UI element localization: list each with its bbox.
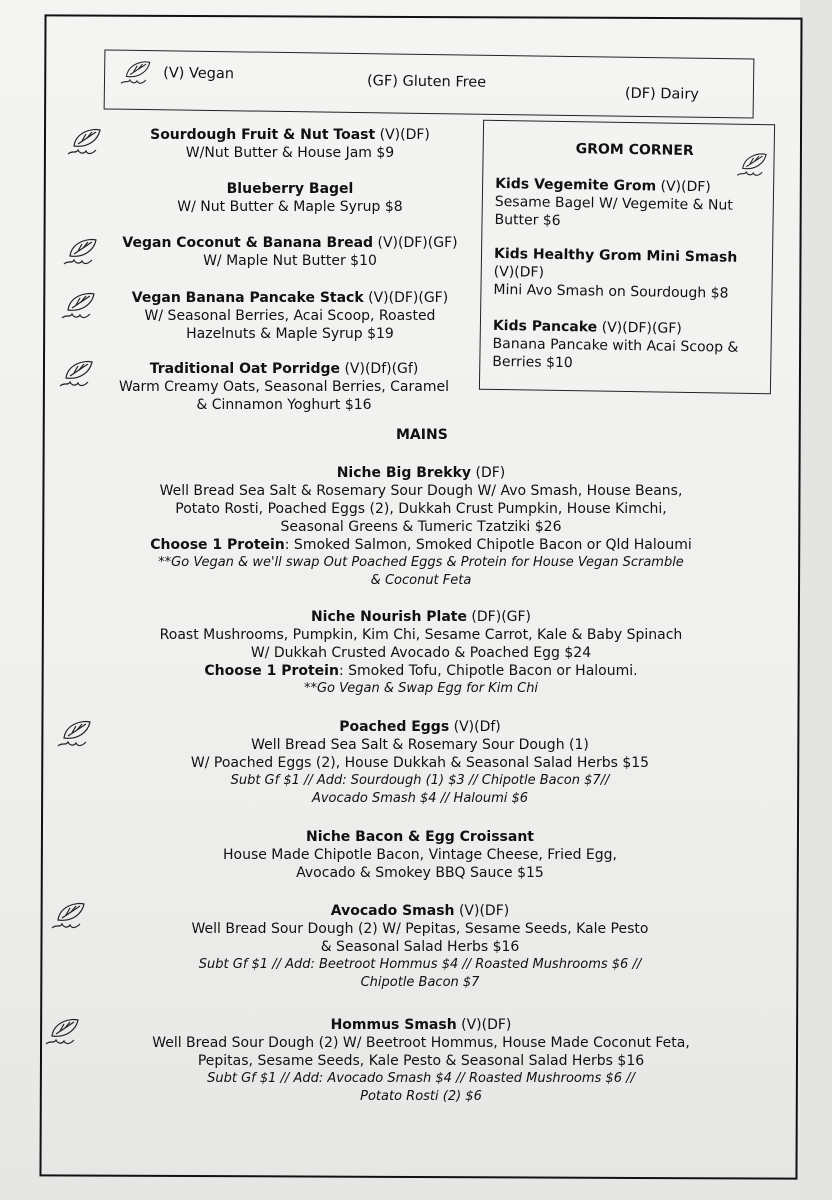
menu-item: [96, 464, 746, 590]
item-tags: (DF): [471, 465, 506, 481]
vegan-leaf-icon: [62, 234, 102, 270]
vegan-leaf-icon: [735, 149, 771, 182]
grom-corner-title: GROM CORNER: [575, 141, 694, 160]
item-note: & Coconut Feta: [370, 573, 472, 588]
item-desc: Pepitas, Sesame Seeds, Kale Pesto & Seasonal Salad Herbs $16: [197, 1053, 645, 1069]
vegan-leaf-icon: [56, 716, 96, 752]
vegan-leaf-icon: [50, 898, 90, 934]
item-tags: (V)(DF): [456, 1017, 512, 1033]
item-name: Niche Bacon & Egg Croissant: [306, 829, 534, 845]
vegan-leaf-icon: [60, 288, 100, 324]
item-name: Kids Pancake: [492, 317, 598, 336]
item-desc: Banana Pancake with Acai Scoop & Berries $10: [492, 335, 739, 372]
item-desc: Well Bread Sea Salt & Rosemary Sour Dough W/ Avo Smash, House Beans,: [159, 483, 683, 499]
protein-options: : Smoked Tofu, Chipotle Bacon or Haloumi.: [338, 663, 638, 679]
item-desc: W/ Dukkah Crusted Avocado & Poached Egg $24: [250, 645, 592, 661]
menu-item: [110, 234, 470, 270]
item-note: Avocado Smash $4 // Haloumi $6: [311, 791, 529, 806]
item-tags: (V)(DF)(GF): [363, 290, 449, 306]
item-desc: Well Bread Sea Salt & Rosemary Sour Dough (1): [251, 737, 589, 753]
menu-item: [120, 180, 460, 216]
menu-item: [106, 608, 736, 698]
item-name: Sourdough Fruit & Nut Toast: [150, 127, 376, 143]
grom-corner-box: [479, 120, 775, 395]
item-desc: Roast Mushrooms, Pumpkin, Kim Chi, Sesame Carrot, Kale & Baby Spinach: [159, 627, 683, 643]
item-tags: (V)(DF)(GF): [373, 235, 458, 251]
item-tags: (DF)(GF): [466, 609, 532, 625]
item-tags: (V)(DF)(GF): [597, 319, 682, 337]
menu-item: [110, 718, 730, 808]
menu-item: [110, 828, 730, 882]
item-name: Kids Healthy Grom Mini Smash: [493, 245, 738, 266]
item-name: Blueberry Bagel: [226, 181, 354, 197]
item-desc: Sesame Bagel W/ Vegemite & Nut Butter $6: [494, 193, 733, 229]
protein-label: Choose 1 Protein: [150, 537, 285, 553]
item-note: Potato Rosti (2) $6: [360, 1089, 482, 1104]
item-note: **Go Vegan & Swap Egg for Kim Chi: [303, 681, 539, 696]
item-note: **Go Vegan & we'll swap Out Poached Eggs & Protein for House Vegan Scramble: [158, 555, 684, 570]
item-desc: W/ Nut Butter & Maple Syrup $8: [177, 199, 403, 215]
protein-options: : Smoked Salmon, Smoked Chipotle Bacon or Qld Haloumi: [284, 537, 692, 553]
item-note: Subt Gf $1 // Add: Avocado Smash $4 // Roasted Mushrooms $6 //: [207, 1071, 635, 1086]
item-name: Vegan Coconut & Banana Bread: [122, 235, 374, 251]
menu-item: [110, 902, 730, 992]
item-desc: W/Nut Butter & House Jam $9: [185, 145, 395, 161]
item-name: Traditional Oat Porridge: [149, 361, 341, 377]
menu-item: [112, 289, 468, 343]
legend-gluten-free: (GF) Gluten Free: [366, 73, 487, 91]
item-desc: Avocado & Smokey BBQ Sauce $15: [296, 865, 544, 881]
item-desc: W/ Poached Eggs (2), House Dukkah & Seasonal Salad Herbs $15: [190, 755, 650, 771]
item-desc: W/ Seasonal Berries, Acai Scoop, Roasted: [144, 308, 436, 324]
item-desc: Hazelnuts & Maple Syrup $19: [186, 326, 394, 342]
grom-item: [493, 245, 764, 303]
item-tags: (V)(DF): [375, 127, 430, 143]
item-desc: Warm Creamy Oats, Seasonal Berries, Caramel: [119, 379, 449, 395]
item-tags: (V)(Df): [449, 719, 501, 735]
item-note: Subt Gf $1 // Add: Sourdough (1) $3 // Chipotle Bacon $7//: [230, 773, 610, 788]
item-tags: (V)(DF): [656, 178, 711, 196]
item-desc: & Cinnamon Yoghurt $16: [196, 397, 372, 413]
grom-item: [494, 175, 765, 233]
menu-item: [104, 360, 464, 414]
item-desc: Seasonal Greens & Tumeric Tzatziki $26: [280, 519, 562, 535]
dietary-legend: [104, 49, 755, 118]
vegan-leaf-icon: [119, 57, 155, 89]
vegan-leaf-icon: [66, 124, 106, 160]
item-tags: (V)(DF): [493, 263, 545, 281]
item-name: Hommus Smash: [330, 1017, 457, 1033]
menu-item: [96, 1016, 746, 1106]
mains-title: MAINS: [396, 427, 448, 443]
item-name: Vegan Banana Pancake Stack: [131, 290, 364, 306]
legend-dairy: (DF) Dairy: [624, 85, 700, 103]
item-desc: W/ Maple Nut Butter $10: [203, 253, 377, 269]
item-desc: Well Bread Sour Dough (2) W/ Pepitas, Sesame Seeds, Kale Pesto: [191, 921, 649, 937]
item-note: Chipotle Bacon $7: [360, 975, 480, 990]
legend-vegan: (V) Vegan: [163, 65, 235, 83]
item-desc: Potato Rosti, Poached Eggs (2), Dukkah Crust Pumpkin, House Kimchi,: [175, 501, 667, 517]
item-note: Subt Gf $1 // Add: Beetroot Hommus $4 // Roasted Mushrooms $6 //: [198, 957, 642, 972]
item-tags: (V)(DF): [454, 903, 510, 919]
item-name: Poached Eggs: [339, 719, 450, 735]
grom-item: [492, 317, 763, 375]
item-desc: House Made Chipotle Bacon, Vintage Cheese, Fried Egg,: [222, 847, 618, 863]
item-name: Niche Big Brekky: [336, 465, 472, 481]
item-desc: Mini Avo Smash on Sourdough $8: [493, 281, 729, 302]
item-desc: Well Bread Sour Dough (2) W/ Beetroot Hommus, House Made Coconut Feta,: [152, 1035, 690, 1051]
item-name: Kids Vegemite Grom: [495, 175, 657, 195]
menu-item: [120, 126, 460, 162]
page-edge-shadow: [800, 0, 832, 1200]
item-desc: & Seasonal Salad Herbs $16: [320, 939, 520, 955]
protein-label: Choose 1 Protein: [204, 663, 339, 679]
vegan-leaf-icon: [44, 1014, 84, 1050]
item-tags: (V)(Df)(Gf): [340, 361, 419, 377]
item-name: Niche Nourish Plate: [310, 609, 467, 625]
vegan-leaf-icon: [58, 356, 98, 392]
item-name: Avocado Smash: [330, 903, 455, 919]
